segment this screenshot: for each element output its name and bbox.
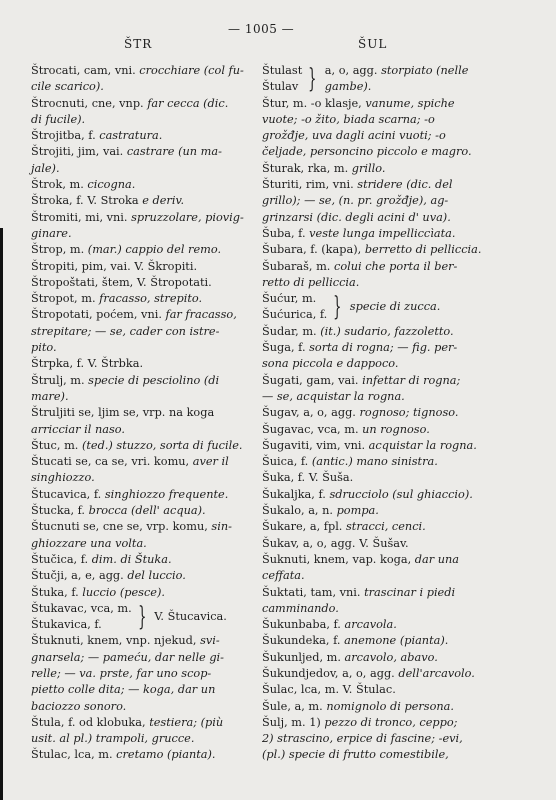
entry-line [262,226,512,242]
entry-gloss-text: grinzarsi (dic. degli acini d' uva). [262,210,451,224]
entry-headword-text: Šukalo, a, n. [262,504,337,518]
brace-grammar: a, o, agg. [324,64,382,77]
entry-line [262,144,512,160]
entry-gloss-text: dar una [414,552,460,566]
entry-line [31,96,267,112]
entry-line [31,487,267,503]
entry-line [262,454,512,470]
entry-gloss-text: sin- [211,520,232,534]
entry-headword-text: Štučji, a, e, agg. [31,569,128,583]
entry-headword-text: Štrojiti, jim, vai. [31,145,127,159]
entry-gloss-text: pezzo di tronco, ceppo; [324,715,458,729]
entry-gloss-text: veste lunga impelliccìata. [309,226,456,240]
entry-headword-text: Štuc, m. [31,438,82,452]
entry-headword-text: Štur, m. -o klasje, [262,96,366,110]
brace-gloss: storpiato (nelle [381,64,469,77]
page-number: — 1005 — [228,22,295,36]
entry-line [262,585,512,601]
entry-line [262,731,512,747]
entry-headword-text: Šubara, f. (kapa), [262,243,365,257]
entry-line [262,177,512,193]
entry-line [31,324,267,340]
entry-line [31,438,267,454]
brace-headword: Štulast [262,64,303,77]
entry-line [31,161,267,177]
entry-line [262,259,512,275]
entry-gloss-text: infettar di rogna; [362,373,461,387]
entry-headword-text: Šubaraš, m. [262,259,334,273]
entry-line [31,650,267,666]
entry-gloss-text: far fracasso, [165,308,237,322]
entry-line [31,699,267,715]
entry-headword-text: Šuba, f. [262,226,310,240]
entry-line [262,210,512,226]
entry-gloss-text: arcavolo, abavo. [344,650,438,664]
entry-gloss-text: luccio (pesce). [82,585,165,599]
entry-line [262,340,512,356]
entry-headword-text: Štucka, f. [31,504,89,518]
entry-gloss-text: baciozzo sonoro. [31,699,127,713]
entry-line [262,519,512,535]
entry-line [262,666,512,682]
entry-gloss-text: arcavola. [344,618,397,632]
entry-line [262,601,512,617]
entry-gloss-text: jale). [31,161,60,175]
brace-target: V. Štucavica. [154,609,227,623]
entry-gloss-text: pito. [31,341,57,355]
brace-definition [325,63,469,96]
brace-gloss-continued: gambe). [324,80,372,94]
entry-gloss-text: trascinar i piedi [364,585,456,599]
entry-gloss-text: camminando. [262,601,339,615]
entry-headword-text: Štropoštati, štem, V. Štropotati. [31,275,212,289]
entry-headword-text: Štuknuti, knem, vnp. njekud, [31,634,201,648]
entry-headword-text: Šugati, gam, vai. [262,373,363,387]
entry-gloss-text: crocchiare (col fu- [139,64,244,77]
entry-gloss-text: arricciar il naso. [31,422,125,436]
entry-gloss-text: mare). [31,389,69,403]
entry-gloss-text: cile scarico). [31,80,104,94]
entry-line [262,715,512,731]
entry-headword-text: Štuka, f. [31,585,83,599]
right-column-entries [262,96,512,292]
entry-gloss-text: 2) strascino, erpice di fascine; -evi, [262,732,463,746]
entry-headword-text: Šukunljed, m. [262,650,345,664]
brace-glyph: } [333,292,342,323]
entry-line [262,422,512,438]
entry-headword-text: Štropiti, pim, vai. V. Škropiti. [31,259,198,273]
entry-line [31,356,267,372]
entry-gloss-text: (it.) sudario, fazzoletto. [320,324,454,338]
entry-headword-text: Štrocnuti, cne, vnp. [31,96,148,110]
entry-line [31,226,267,242]
entry-gloss-text: berretto di pelliccia. [364,243,482,257]
entry-gloss-text: castrare (un ma- [126,145,222,159]
entry-line [262,747,512,763]
left-brace-headwords [31,601,132,634]
entry-gloss-text: colui che porta il ber- [334,259,458,273]
entry-gloss-text: acquistar la rogna. [368,438,477,452]
entry-headword-text: Šuknuti, knem, vap. koga, [262,552,415,566]
entry-headword-text: Šuica, f. [262,455,312,469]
entry-line [262,161,512,177]
entry-headword-text: Šule, a, m. [262,699,327,713]
entry-gloss-text: sdrucciolo (sul ghiaccio). [329,487,473,501]
entry-headword-text: Šuktati, tam, vni. [262,585,365,599]
entry-gloss-text: spruzzolare, piovig- [131,210,244,224]
left-running-head: ŠTR [124,37,153,51]
entry-gloss-text: grožđje, uva dagli acini vuoti; -o [262,129,446,143]
entry-line [31,747,267,763]
entry-line [262,552,512,568]
entry-line [262,324,512,340]
entry-line [31,259,267,275]
entry-gloss-text: e deriv. [142,194,185,208]
left-column-entries-continued [31,633,267,763]
entry-line [31,585,267,601]
page-header [0,22,556,58]
entry-line [31,666,267,682]
right-running-head: ŠUL [358,37,388,51]
right-brace-headwords-2 [262,291,327,324]
entry-headword-text: Šukare, a, fpl. [262,520,346,534]
entry-line [262,568,512,584]
entry-line [31,193,267,209]
entry-gloss-text: ghiozzare una volta. [31,536,147,550]
entry-gloss-text: (antic.) mano sinistra. [311,455,438,469]
entry-line [262,650,512,666]
entry-headword-text: Šugaviti, vim, vni. [262,438,369,452]
brace-headword: Šućur, m. [262,292,317,306]
entry-gloss-text: cicogna. [87,178,136,192]
entry-line [262,373,512,389]
entry-line [31,633,267,649]
entry-gloss-text: pompa. [336,504,379,518]
entry-headword-text: Šukav, a, o, agg. V. Šušav. [262,536,409,550]
entry-line [262,470,512,486]
entry-line [31,177,267,193]
entry-line [31,144,267,160]
entry-gloss-text: un rognoso. [362,422,430,436]
entry-line [31,568,267,584]
entry-gloss-text: čeljade, personcino piccolo e magro. [262,145,472,159]
entry-gloss-text: cretamo (pianta). [116,748,216,762]
entry-line [262,193,512,209]
entry-headword-text: Štucnuti se, cne se, vrp. komu, [31,520,212,534]
entry-headword-text: Šukundeka, f. [262,634,345,648]
entry-gloss-text: ginare. [31,226,72,240]
entry-gloss-text: (mar.) cappio del remo. [87,243,222,257]
entry-line [31,715,267,731]
entry-headword-text: Šuga, f. [262,341,310,355]
entry-gloss-text: pietto colle dita; — koga, dar un [31,683,216,697]
entry-gloss-text: brocca (dell' acqua). [88,504,206,518]
left-column [31,63,267,764]
entry-gloss-text: vuote; -o žito, biada scarna; -o [262,112,435,126]
entry-gloss-text: (ted.) stuzzo, sorta di fucile. [81,438,243,452]
entry-gloss-text: fracasso, strepito. [99,292,203,306]
entry-gloss-text: nomignolo di persona. [326,699,454,713]
right-column-entries-continued [262,324,512,764]
entry-headword-text: Štucati se, ca se, vri. komu, [31,455,193,469]
entry-headword-text: Štrulj, m. [31,373,89,387]
entry-line [31,63,267,79]
entry-line [31,79,267,95]
right-brace-entry-1 [262,63,512,96]
entry-line [262,275,512,291]
entry-line [262,438,512,454]
entry-line [31,210,267,226]
entry-headword-text: Šulj, m. 1) [262,715,325,729]
entry-gloss-text: anemone (pianta). [344,634,449,648]
entry-headword-text: Šugavac, vca, m. [262,422,363,436]
entry-gloss-text: di fucile). [31,112,86,126]
left-column-entries [31,63,267,601]
entry-headword-text: Šudar, m. [262,324,321,338]
entry-headword-text: Šukundjedov, a, o, agg. [262,666,399,680]
entry-headword-text: Štropotati, poćem, vni. [31,308,166,322]
entry-gloss-text: singhiozzo frequente. [104,487,229,501]
entry-gloss-text: usit. al pl.) trampoli, grucce. [31,732,195,746]
entry-line [31,112,267,128]
right-brace-entry-2 [262,291,512,324]
entry-line [262,536,512,552]
entry-headword-text: Šturiti, rim, vni. [262,178,358,192]
brace-headword: Štukavica, f. [31,618,102,632]
entry-line [31,389,267,405]
entry-gloss-text: testiera; (più [149,715,224,729]
left-brace-entry [31,601,267,634]
entry-gloss-text: rognoso; tignoso. [359,406,459,420]
entry-headword-text: Štrocati, cam, vni. [31,64,140,77]
brace-headword: Šućurica, f. [262,308,328,322]
entry-line [31,405,267,421]
entry-gloss-text: retto di pelliccia. [262,275,360,289]
entry-headword-text: Šukaljka, f. [262,487,330,501]
entry-gloss-text: vanume, spiche [365,96,455,110]
entry-line [262,112,512,128]
entry-headword-text: Šturak, rka, m. [262,161,352,175]
entry-headword-text: Štrok, m. [31,178,88,192]
entry-line [262,96,512,112]
entry-gloss-text: relle; — va. prste, far uno scop- [31,666,212,680]
entry-gloss-text: grillo. [351,161,386,175]
entry-gloss-text: singhiozzo. [31,471,95,485]
entry-line [262,699,512,715]
entry-gloss-text: dim. di Štuka. [91,552,172,566]
entry-gloss-text: gnarsela; — pameću, dar nelle gi- [31,650,224,664]
entry-gloss-text: sorta di rogna; — fig. per- [309,341,458,355]
entry-line [262,405,512,421]
brace-glyph: } [137,602,147,633]
right-brace-headwords [262,63,302,96]
entry-line [31,470,267,486]
entry-line [31,536,267,552]
scan-edge-bar [0,228,3,800]
entry-line [31,340,267,356]
entry-line [31,454,267,470]
entry-line [31,503,267,519]
entry-gloss-text: stridere (dic. del [357,178,453,192]
entry-line [31,519,267,535]
entry-line [31,682,267,698]
entry-line [31,552,267,568]
entry-headword-text: Štropot, m. [31,292,100,306]
entry-line [262,503,512,519]
entry-line [31,307,267,323]
brace-glyph: } [308,64,317,95]
entry-line [262,389,512,405]
entry-line [31,242,267,258]
entry-line [31,373,267,389]
entry-headword-text: Šugav, a, o, agg. [262,406,360,420]
entry-gloss-text: grillo); — se, (n. pr. grožđje), ag- [262,194,449,208]
entry-gloss-text: aver il [192,455,229,469]
entry-headword-text: Šuka, f. V. Šuša. [262,471,354,485]
entry-gloss-text: stracci, cenci. [346,520,426,534]
entry-line [31,275,267,291]
right-column [262,63,512,764]
entry-gloss-text: — se, acquistar la rogna. [262,389,405,403]
entry-gloss-text: ceffata. [262,569,305,583]
entry-headword-text: Štula, f. od klobuka, [31,715,150,729]
entry-headword-text: Štrpka, f. V. Štrbka. [31,357,144,371]
entry-gloss-text: strepitare; — se, cader con istre- [31,324,220,338]
entry-line [262,633,512,649]
entry-gloss-text: far cecca (dic. [147,96,229,110]
entry-gloss-text: (pl.) specie di frutto comestibile, [262,748,449,762]
entry-headword-text: Šukunbaba, f. [262,618,345,632]
brace-headword: Štulav [262,80,299,94]
entry-headword-text: Štromiti, mi, vni. [31,210,132,224]
entry-gloss-text: sona piccola e dappoco. [262,357,399,371]
entry-line [31,291,267,307]
entry-headword-text: Štruljiti se, ljim se, vrp. na koga [31,406,215,420]
entry-headword-text: Štucavica, f. [31,487,105,501]
entry-line [31,422,267,438]
entry-line [31,128,267,144]
entry-headword-text: Štroka, f. V. Stroka [31,194,143,208]
entry-gloss-text: castratura. [99,129,163,143]
brace-headword: Štukavac, vca, m. [31,601,132,615]
entry-line [262,682,512,698]
entry-headword-text: Štulac, lca, m. [31,748,117,762]
entry-line [262,128,512,144]
entry-line [31,731,267,747]
entry-line [262,242,512,258]
entry-gloss-text: specie di pesciolino (di [88,373,220,387]
entry-line [262,617,512,633]
entry-gloss-text: del luccio. [127,569,186,583]
entry-gloss-text: svi- [200,634,220,648]
entry-line [262,487,512,503]
entry-line [262,356,512,372]
entry-gloss-text: dell'arcavolo. [398,666,475,680]
entry-headword-text: Štrop, m. [31,243,88,257]
brace-target: specie di zucca. [349,300,441,314]
entry-headword-text: Štrojitba, f. [31,129,100,143]
entry-headword-text: Šulac, lca, m. V. Štulac. [262,683,396,697]
entry-headword-text: Štučica, f. [31,552,92,566]
